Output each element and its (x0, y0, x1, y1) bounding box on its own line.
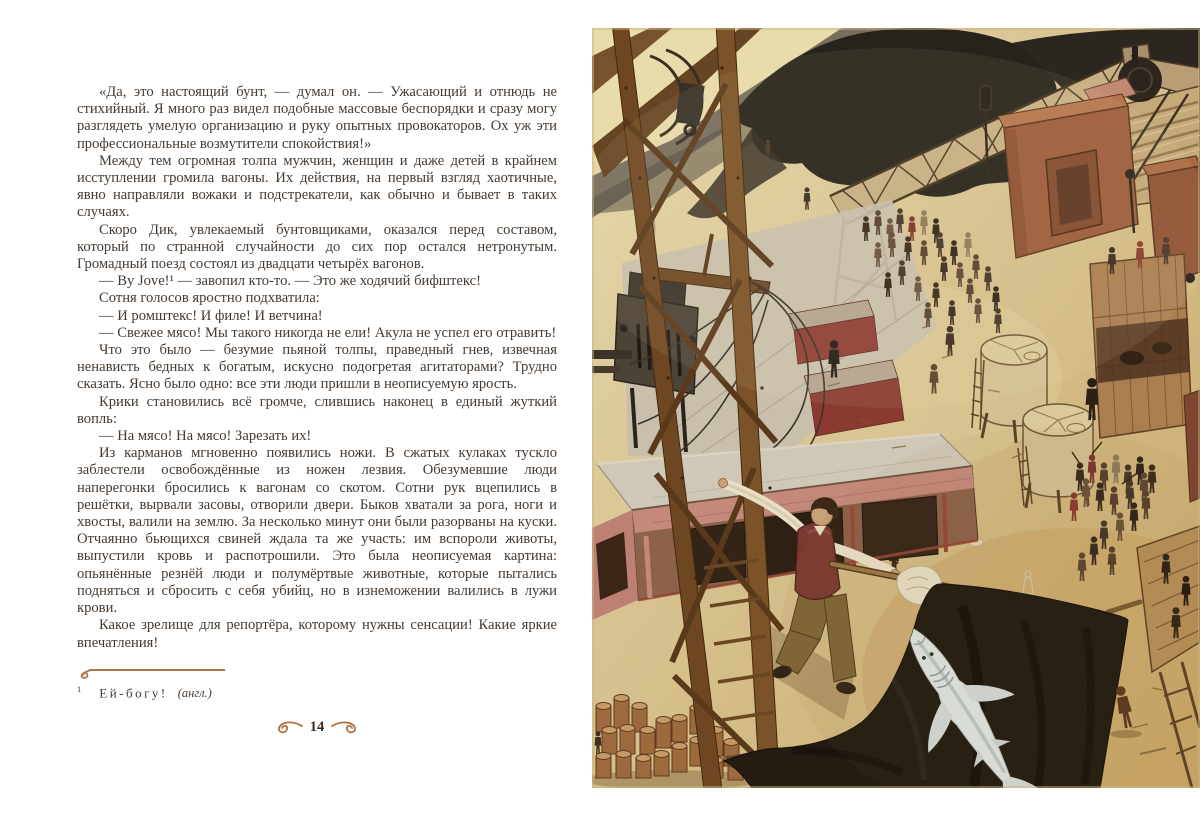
paragraph: — By Jove!¹ — завопил кто-то. — Это же ходячий бифштекс! (99, 273, 481, 290)
page-ornament-left-icon (277, 721, 303, 735)
footnote-marker: 1 (77, 684, 82, 694)
paragraph: Какое зрелище для репортёра, которому нужны сенсации! Какие яркие впечатления! (77, 617, 557, 651)
footnote-line (77, 684, 557, 701)
paragraph: Сотня голосов яростно подхватила: (99, 290, 320, 307)
page-ornament-right-icon (331, 721, 357, 735)
paragraph: — На мясо! На мясо! Зарезать их! (99, 428, 312, 445)
paragraph: — И ромштекс! И филе! И ветчина! (99, 307, 323, 324)
paragraph: Из карманов мгновенно появились ножи. В сжатых кулаках тускло заблестели освобождённые из ножен лезвия. Обезумевшие люди наперегонки бросились к вагонам со скотом. Сотни рук вцепились в решётки, вырвали засовы, отворили двери. Быков хватали за рога, ноги и хвосты, валили на землю. За несколько минут они были разорваны на куски. Отчаянно бьющихся свиней ждала та же участь: им вспороли животы, выпустили кровь и распотрошили. Это была неописуемая картина: опьянённые резнёй люди и полумёртвые животные, которые пытались подняться и сбросить с себя убийц, но в изнеможении валились в лужи крови. (77, 445, 557, 617)
paragraph: «Да, это настоящий бунт, — думал он. — Ужасающий и отнюдь не стихийный. Я много раз видел подобные массовые беспорядки и сразу могу разглядеть умелую организацию и руку опытных провокаторов. Ох уж эти профессиональные возмутители спокойствия!» (77, 84, 557, 152)
footnote (77, 666, 557, 701)
left-page-text (77, 84, 557, 652)
footnote-rule-icon (77, 666, 227, 680)
paragraph: Что это было — безумие пьяной толпы, праведный гнев, извечная ненависть бедных к богатым, искусно подогретая агитаторами? Трудно сказать. Ясно было одно: все эти люди пришли в неописуемую ярость. (77, 342, 557, 393)
illustration-frame (592, 28, 1200, 788)
page-number: 14 (309, 719, 325, 735)
footnote-text: Ей-богу! (99, 685, 168, 701)
book-illustration (592, 28, 1200, 788)
paragraph: Между тем огромная толпа мужчин, женщин и даже детей в крайнем исступлении громила вагоны. Их действия, на первый взгляд хаотичные, явно направляли вожаки и подстрекатели, как обычно и бывает в таких случаях. (77, 152, 557, 221)
paragraph: — Свежее мясо! Мы такого никогда не ели! Акула не успел его отравить! (99, 324, 557, 341)
paragraph: Скоро Дик, увлекаемый бунтовщиками, оказался перед составом, который по странной случайности до сих пор остался нетронутым. Громадный поезд состоял из двадцати четырёх вагонов. (77, 221, 557, 273)
footnote-language: (англ.) (177, 686, 212, 701)
folio (77, 719, 557, 736)
paragraph: Крики становились всё громче, слившись наконец в единый жуткий вопль: (77, 393, 557, 427)
